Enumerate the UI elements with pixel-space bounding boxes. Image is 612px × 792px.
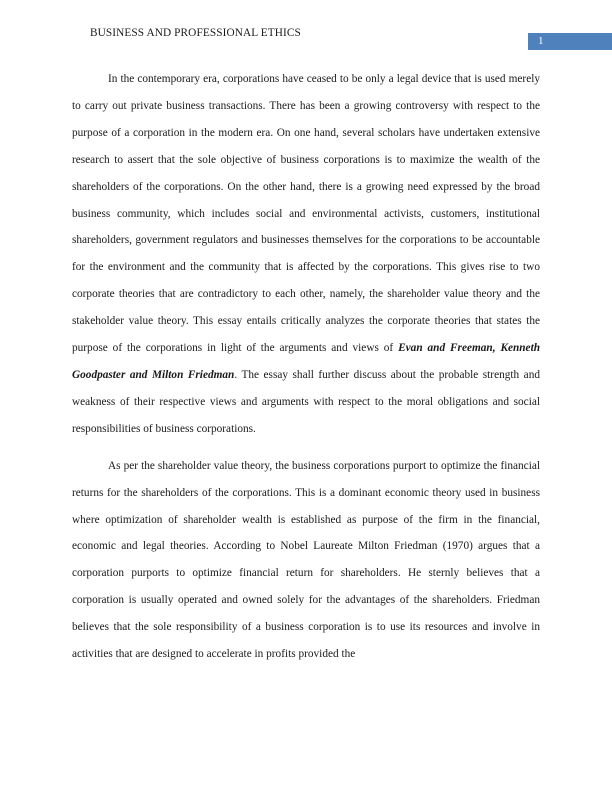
paragraph-text: In the contemporary era, corporations have ceased to be only a legal device that is used merely to carry out private business transactions. There has been a growing controversy with respect to the purpose of a corporation in the modern era. On one hand, several scholars have undertaken extensive research to assert that the sole objective of business corporations is to maximize the wealth of the shareholders of the corporations. On the other hand, there is a growing need expressed by the broad business community, which includes social and environmental activists, customers, institutional shareholders, government regulators and businesses themselves for the corporations to be accountable for the environment and the community that is affected by the corporations. This gives rise to two corporate theories that are contradictory to each other, namely, the shareholder value theory and the stakeholder value theory. This essay entails critically analyzes the corporate theories that states the purpose of the corporations in light of the arguments and views of bbox=[72, 73, 540, 355]
paragraph-shareholder-theory: As per the shareholder value theory, the business corporations purport to optimize the financial returns for the shareholders of the corporations. This is a dominant economic theory used in business where optimization of shareholder wealth is established as purpose of the firm in the financial, economic and legal theories. According to Nobel Laureate Milton Friedman (1970) argues that a corporation purports to optimize financial return for shareholders. He sternly believes that a corporation is usually operated and owned solely for the advantages of the shareholders. Friedman believes that the sole responsibility of a business corporation is to use its resources and involve in activities that are designed to accelerate in profits provided the bbox=[72, 459, 540, 661]
paragraph-introduction bbox=[72, 66, 540, 443]
paragraph-text: . The essay shall further discuss about the probable strength and weakness of their respective views and arguments with respect to the moral obligations and social responsibilities of business corporations. bbox=[72, 368, 540, 435]
running-header-title: BUSINESS AND PROFESSIONAL ETHICS bbox=[90, 27, 301, 39]
emphasized-authors: Evan and Freeman, Kenneth Goodpaster and Milton Friedman bbox=[72, 342, 540, 381]
document-body bbox=[72, 66, 540, 668]
page-number-badge: 1 bbox=[528, 33, 612, 50]
